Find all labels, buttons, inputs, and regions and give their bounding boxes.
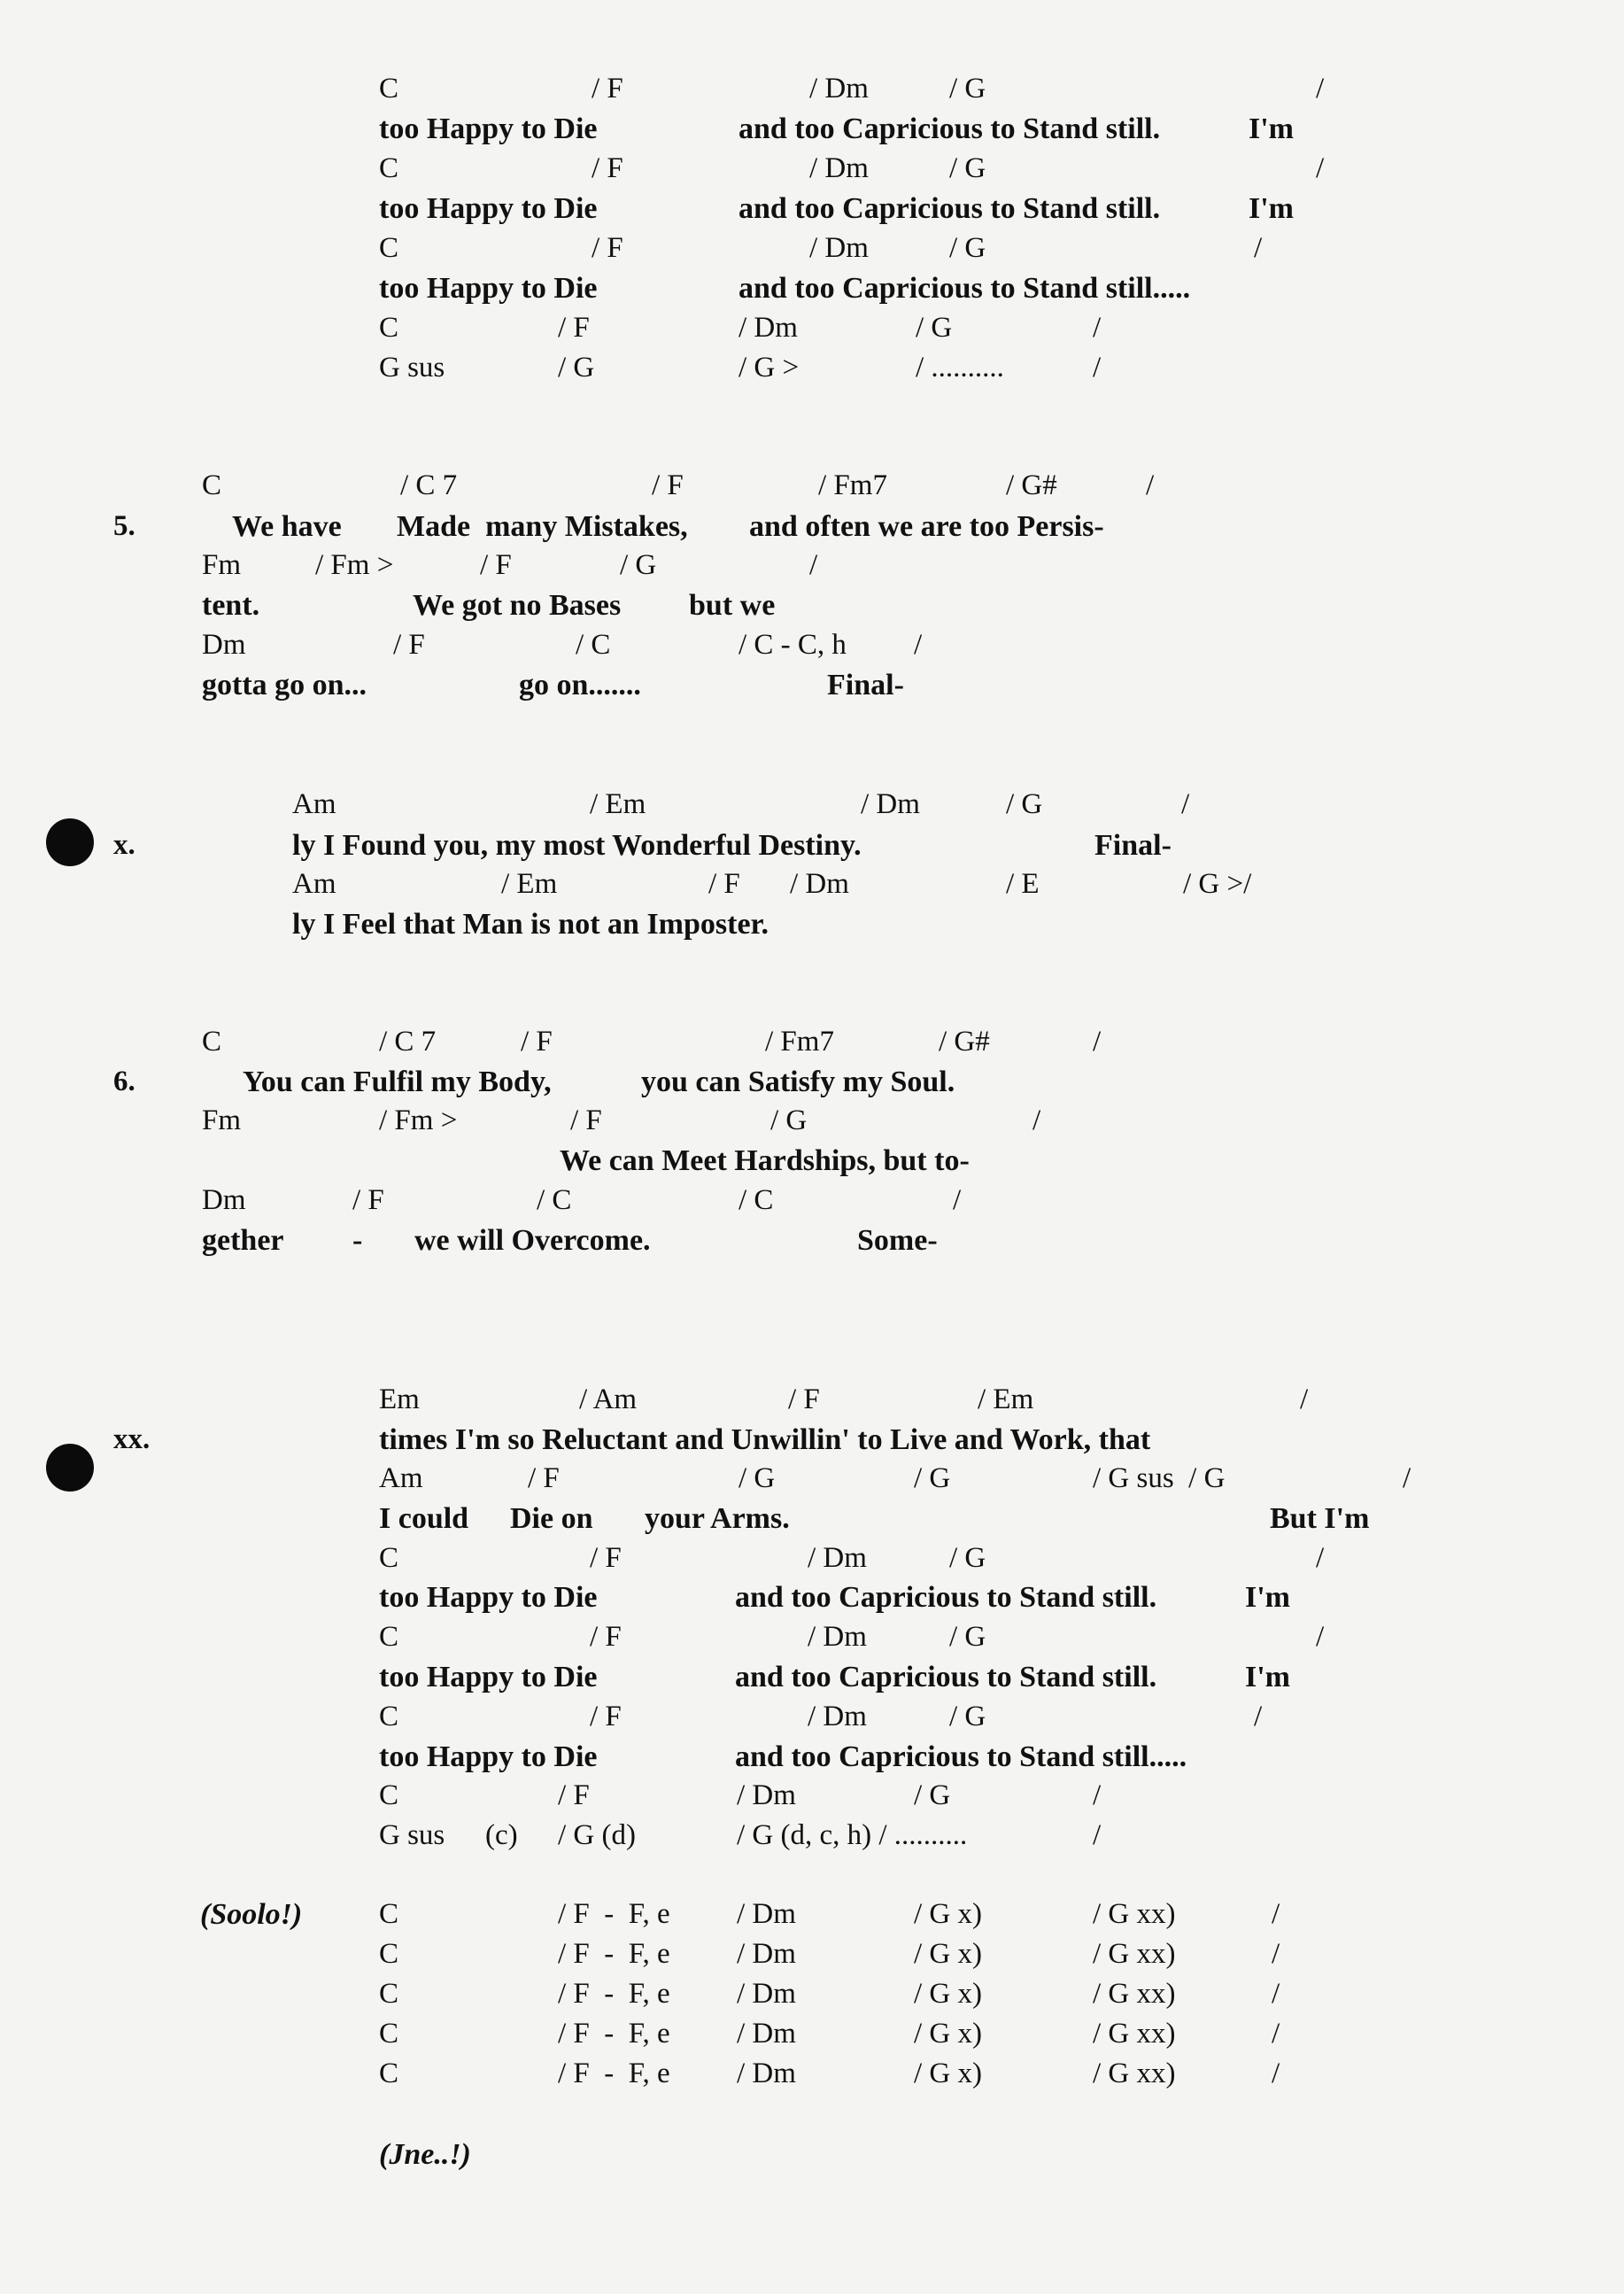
chord: (c) (485, 1819, 518, 1851)
chord: / G (d) (558, 1819, 636, 1851)
lyric: but we (689, 589, 776, 622)
chord: C (379, 1701, 399, 1732)
bullet-dot (46, 1444, 94, 1492)
lyric: your Arms. (645, 1502, 790, 1535)
lyric: too Happy to Die (379, 1740, 598, 1773)
verse-number: x. (113, 829, 135, 861)
chord: Em (379, 1383, 420, 1415)
solo-label: (Soolo!) (200, 1898, 303, 1931)
chord: / G (949, 152, 986, 184)
bullet-dot (46, 818, 94, 866)
chord: / F (570, 1104, 602, 1136)
chord: / Em (978, 1383, 1034, 1415)
chord: Am (292, 868, 336, 900)
chord: / Dm (790, 868, 849, 900)
chord: / F (393, 629, 425, 661)
chord: / G x) (914, 1978, 982, 2010)
chord: / F (788, 1383, 820, 1415)
chord: / Dm (737, 1978, 796, 2010)
chord: / Dm (861, 788, 920, 820)
chord: C (202, 1026, 222, 1058)
chord: / (953, 1184, 962, 1216)
chord: / (1032, 1104, 1041, 1136)
lyric: We got no Bases (413, 589, 622, 622)
chord: C (379, 1621, 399, 1653)
chord: Dm (202, 1184, 246, 1216)
lyric: and too Capricious to Stand still. (735, 1661, 1157, 1693)
chord: G sus (379, 1819, 445, 1851)
chord: / Fm > (379, 1104, 458, 1136)
verse-number: xx. (113, 1423, 151, 1455)
chord: G sus (379, 352, 445, 384)
chord: / (809, 549, 818, 581)
chord: Fm (202, 1104, 242, 1136)
chord: / Dm (737, 1898, 796, 1930)
chord: / G (914, 1462, 951, 1494)
chord: / (1093, 1819, 1102, 1851)
chord: C (379, 1898, 399, 1930)
chord: C (379, 2058, 399, 2089)
lyric: and too Capricious to Stand still. (735, 1581, 1157, 1614)
chord: Am (292, 788, 336, 820)
chord: / (1272, 2018, 1280, 2050)
chord: / (1300, 1383, 1309, 1415)
lyric: We can Meet Hardships, but to- (560, 1144, 970, 1177)
chord: / G# (1006, 469, 1057, 501)
lyric: gether (202, 1224, 284, 1257)
lyric: You can Fulfil my Body, (243, 1066, 552, 1098)
chord: / Dm (737, 2058, 796, 2089)
chord: / F (590, 1701, 622, 1732)
chord: / (1272, 1938, 1280, 1970)
lyric: But I'm (1270, 1502, 1370, 1535)
lyric: too Happy to Die (379, 1581, 598, 1614)
chord: / F - F, e (558, 1978, 670, 2010)
lyric: Die on (510, 1502, 593, 1535)
chord: / F - F, e (558, 2058, 670, 2089)
lyric: too Happy to Die (379, 112, 598, 145)
chord: / G# (939, 1026, 990, 1058)
chord: / F (558, 1779, 590, 1811)
chord: / G (949, 232, 986, 264)
chord: / F - F, e (558, 1898, 670, 1930)
chord: C (379, 1938, 399, 1970)
chord: / G (949, 1542, 986, 1574)
lyric: I'm (1249, 192, 1294, 225)
chord: / G (949, 1621, 986, 1653)
lyric: times I'm so Reluctant and Unwillin' to Live and Work, that (379, 1423, 1151, 1456)
lyric: I'm (1249, 112, 1294, 145)
chord: / C (537, 1184, 572, 1216)
lyric: I'm (1245, 1581, 1290, 1614)
chord: / E (1006, 868, 1040, 900)
chord: / (1403, 1462, 1411, 1494)
lyric: and too Capricious to Stand still. (739, 112, 1161, 145)
chord: / Dm (808, 1621, 867, 1653)
chord: / G (d, c, h) / .......... (737, 1819, 968, 1851)
chord: / F (708, 868, 740, 900)
chord: / G x) (914, 2018, 982, 2050)
chord: / G (949, 1701, 986, 1732)
chord: / C 7 (379, 1026, 437, 1058)
chord: / (1316, 152, 1325, 184)
chord: / (1093, 1026, 1102, 1058)
chord: / Em (590, 788, 646, 820)
chord: / C (576, 629, 611, 661)
lyric: - (352, 1224, 363, 1257)
chord: / F (652, 469, 684, 501)
chord: / (1254, 232, 1263, 264)
lyric: I could (379, 1502, 469, 1535)
chord: C (379, 1978, 399, 2010)
chord: / (1093, 312, 1102, 344)
lyric: and often we are too Persis- (749, 510, 1104, 543)
chord: C (379, 232, 399, 264)
chord: / Dm (809, 73, 869, 105)
chord: / F - F, e (558, 2018, 670, 2050)
chord: / (1146, 469, 1155, 501)
lyric: Final- (1094, 829, 1172, 862)
chord: / G xx) (1093, 2018, 1176, 2050)
chord: / Dm (737, 2018, 796, 2050)
chord: / (1316, 1621, 1325, 1653)
lyric: we will Overcome. (414, 1224, 651, 1257)
chord: / Dm (809, 152, 869, 184)
chord: / G x) (914, 1898, 982, 1930)
chord: / G (949, 73, 986, 105)
chord: C (379, 312, 399, 344)
chord: / G (1006, 788, 1043, 820)
chord: / F (592, 232, 623, 264)
chord: C (202, 469, 222, 501)
chord: / (1316, 1542, 1325, 1574)
lyric: too Happy to Die (379, 1661, 598, 1693)
lyric: tent. (202, 589, 260, 622)
lyric: you can Satisfy my Soul. (641, 1066, 955, 1098)
chord: Dm (202, 629, 246, 661)
chord: / G xx) (1093, 1978, 1176, 2010)
chord: / F (590, 1542, 622, 1574)
chord: / G (914, 1779, 951, 1811)
chord: / G x) (914, 2058, 982, 2089)
ending-label: (Jne..!) (379, 2138, 471, 2171)
chord: / (1254, 1701, 1263, 1732)
chord: Fm (202, 549, 242, 581)
chord: / Fm7 (818, 469, 887, 501)
chord: / G xx) (1093, 2058, 1176, 2089)
chord: / C (739, 1184, 774, 1216)
chord: / F (352, 1184, 384, 1216)
chord: C (379, 1779, 399, 1811)
lyric: We have (232, 510, 342, 543)
chord: C (379, 2018, 399, 2050)
chord: / (1272, 1898, 1280, 1930)
chord: / F (592, 73, 623, 105)
chord: / Dm (808, 1542, 867, 1574)
chord: / F (521, 1026, 553, 1058)
chord: C (379, 1542, 399, 1574)
lyric: too Happy to Die (379, 192, 598, 225)
chord: / Em (501, 868, 558, 900)
lyric: I'm (1245, 1661, 1290, 1693)
chord: / F (590, 1621, 622, 1653)
chord: Am (379, 1462, 423, 1494)
chord: / G (558, 352, 595, 384)
verse-number: 6. (113, 1066, 135, 1097)
chord: / G sus / G (1093, 1462, 1226, 1494)
chord: / (1272, 1978, 1280, 2010)
lyric: Made many Mistakes, (397, 510, 688, 543)
lyric: and too Capricious to Stand still..... (735, 1740, 1187, 1773)
chord: / F - F, e (558, 1938, 670, 1970)
chord: / Dm (737, 1779, 796, 1811)
chord: / G (770, 1104, 808, 1136)
lyric: ly I Found you, my most Wonderful Destiny. (292, 829, 862, 862)
chord: C (379, 152, 399, 184)
chord: / Dm (737, 1938, 796, 1970)
chord: / Fm7 (765, 1026, 834, 1058)
chord: / G xx) (1093, 1898, 1176, 1930)
chord: / F (592, 152, 623, 184)
chord: C (379, 73, 399, 105)
chord: / (1272, 2058, 1280, 2089)
chord: / (1093, 1779, 1102, 1811)
chord: / G (620, 549, 657, 581)
chord: / Dm (808, 1701, 867, 1732)
chord: / C - C, h (739, 629, 847, 661)
chord: / (1181, 788, 1190, 820)
chord: / Dm (809, 232, 869, 264)
lyric: Final- (827, 669, 904, 701)
chord: / (1093, 352, 1102, 384)
lyric: and too Capricious to Stand still. (739, 192, 1161, 225)
chord: / Fm > (315, 549, 394, 581)
chord: / .......... (916, 352, 1004, 384)
lyric: Some- (857, 1224, 938, 1257)
chord: / F (528, 1462, 560, 1494)
chord: / G x) (914, 1938, 982, 1970)
verse-number: 5. (113, 510, 135, 542)
chord: / G >/ (1183, 868, 1252, 900)
chord: / (1316, 73, 1325, 105)
lyric: gotta go on... (202, 669, 367, 701)
chord: / G xx) (1093, 1938, 1176, 1970)
lyric: go on....... (519, 669, 641, 701)
chord: / Dm (739, 312, 798, 344)
chord: / F (558, 312, 590, 344)
chord: / G (739, 1462, 776, 1494)
lyric: too Happy to Die (379, 272, 598, 305)
chord: / Am (579, 1383, 638, 1415)
chord: / F (480, 549, 512, 581)
chord: / G > (739, 352, 800, 384)
chord: / C 7 (400, 469, 458, 501)
lyric: ly I Feel that Man is not an Imposter. (292, 908, 769, 941)
chord: / G (916, 312, 953, 344)
chord: / (914, 629, 923, 661)
lyric: and too Capricious to Stand still..... (739, 272, 1191, 305)
